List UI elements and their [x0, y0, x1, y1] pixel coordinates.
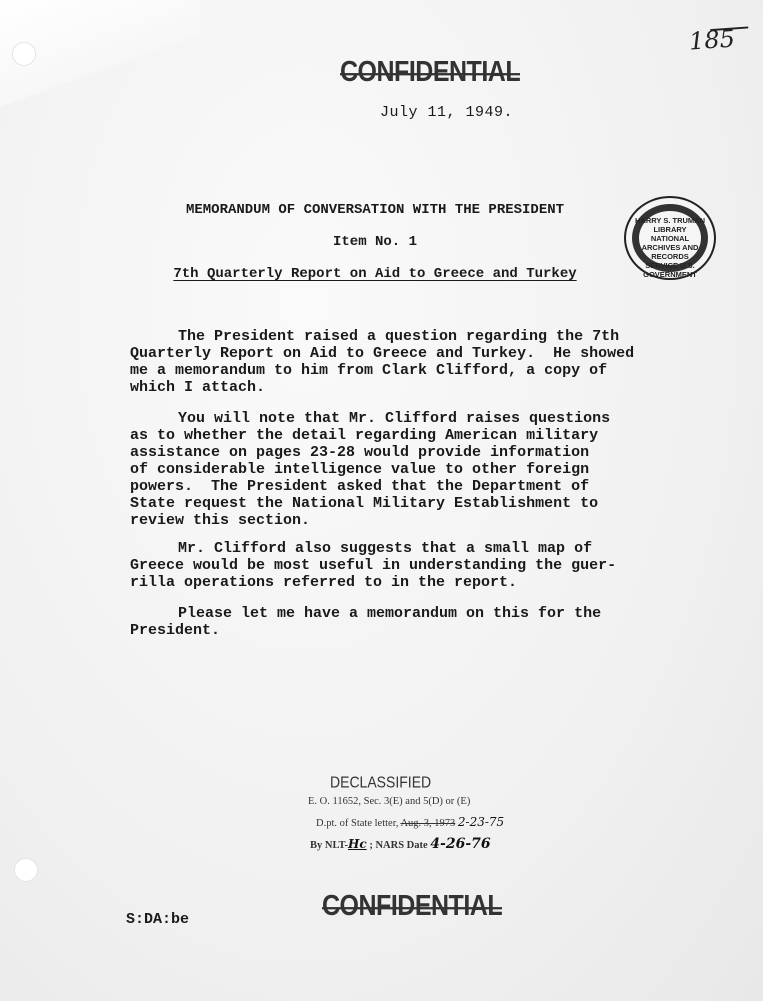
declassified-stamp-title: DECLASSIFIED — [330, 773, 432, 791]
declassified-authority: E. O. 11652, Sec. 3(E) and 5(D) or (E) — [308, 796, 471, 807]
library-seal-stamp — [624, 196, 716, 280]
paragraph-line: me a memorandum to him from Clark Clifford, a copy of — [130, 362, 608, 379]
paragraph-line: The President raised a question regarding the 7th — [178, 328, 620, 345]
paragraph-line: assistance on pages 23-28 would provide information — [130, 444, 590, 461]
paragraph-line: Mr. Clifford also suggests that a small map of — [178, 540, 593, 557]
paragraph-line: review this section. — [130, 512, 311, 529]
reference-initials: S:DA:be — [126, 911, 190, 928]
declassified-letter-line — [316, 815, 504, 829]
paragraph-line: powers. The President asked that the Department of — [130, 478, 590, 495]
paragraph-line: Quarterly Report on Aid to Greece and Turkey. He showed — [130, 345, 635, 362]
classification-marking-top: CONFIDENTIAL — [340, 55, 521, 89]
paragraph-line: You will note that Mr. Clifford raises questions — [178, 410, 611, 427]
paragraph-3 — [130, 540, 690, 591]
paragraph-line: as to whether the detail regarding American military — [130, 427, 599, 444]
paragraph-line: State request the National Military Establishment to — [130, 495, 599, 512]
paragraph-line: President. — [130, 622, 221, 639]
memo-title: MEMORANDUM OF CONVERSATION WITH THE PRESIDENT — [185, 202, 565, 218]
paragraph-line: Greece would be most useful in understanding the guer- — [130, 557, 617, 574]
paragraph-line: rilla operations referred to in the report. — [130, 574, 518, 591]
nars-date-label: ; NARS Date — [369, 840, 428, 851]
handwritten-letter-date: 2-23-75 — [457, 815, 505, 829]
classification-marking-bottom: CONFIDENTIAL — [322, 889, 503, 923]
memo-subject: 7th Quarterly Report on Aid to Greece and Turkey — [173, 266, 577, 282]
memo-date: July 11, 1949. — [380, 104, 514, 121]
paragraph-4 — [130, 605, 690, 639]
paragraph-line: Please let me have a memorandum on this for the — [178, 605, 602, 622]
handwritten-page-number: 185 — [688, 24, 736, 56]
punch-hole — [14, 858, 38, 882]
paragraph-1 — [130, 328, 690, 396]
paragraph-line: which I attach. — [130, 379, 266, 396]
punch-hole — [12, 42, 36, 66]
declassified-by-line — [310, 836, 491, 852]
handwritten-initials: Hc — [348, 837, 367, 851]
letter-prefix: D.pt. of State letter, — [316, 818, 399, 829]
handwritten-nars-date: 4-26-76 — [430, 836, 491, 852]
struck-date: Aug. 3, 1973 — [400, 818, 456, 829]
memo-item-number: Item No. 1 — [332, 234, 417, 250]
paragraph-line: of considerable intelligence value to other foreign — [130, 461, 590, 478]
paragraph-2 — [130, 410, 690, 529]
by-label: By NLT- — [310, 840, 349, 851]
stamp-text: HARRY S. TRUMAN LIBRARY NATIONAL ARCHIVES AND RECORDS SERVICE U.S. GOVERNMENT — [634, 216, 705, 279]
